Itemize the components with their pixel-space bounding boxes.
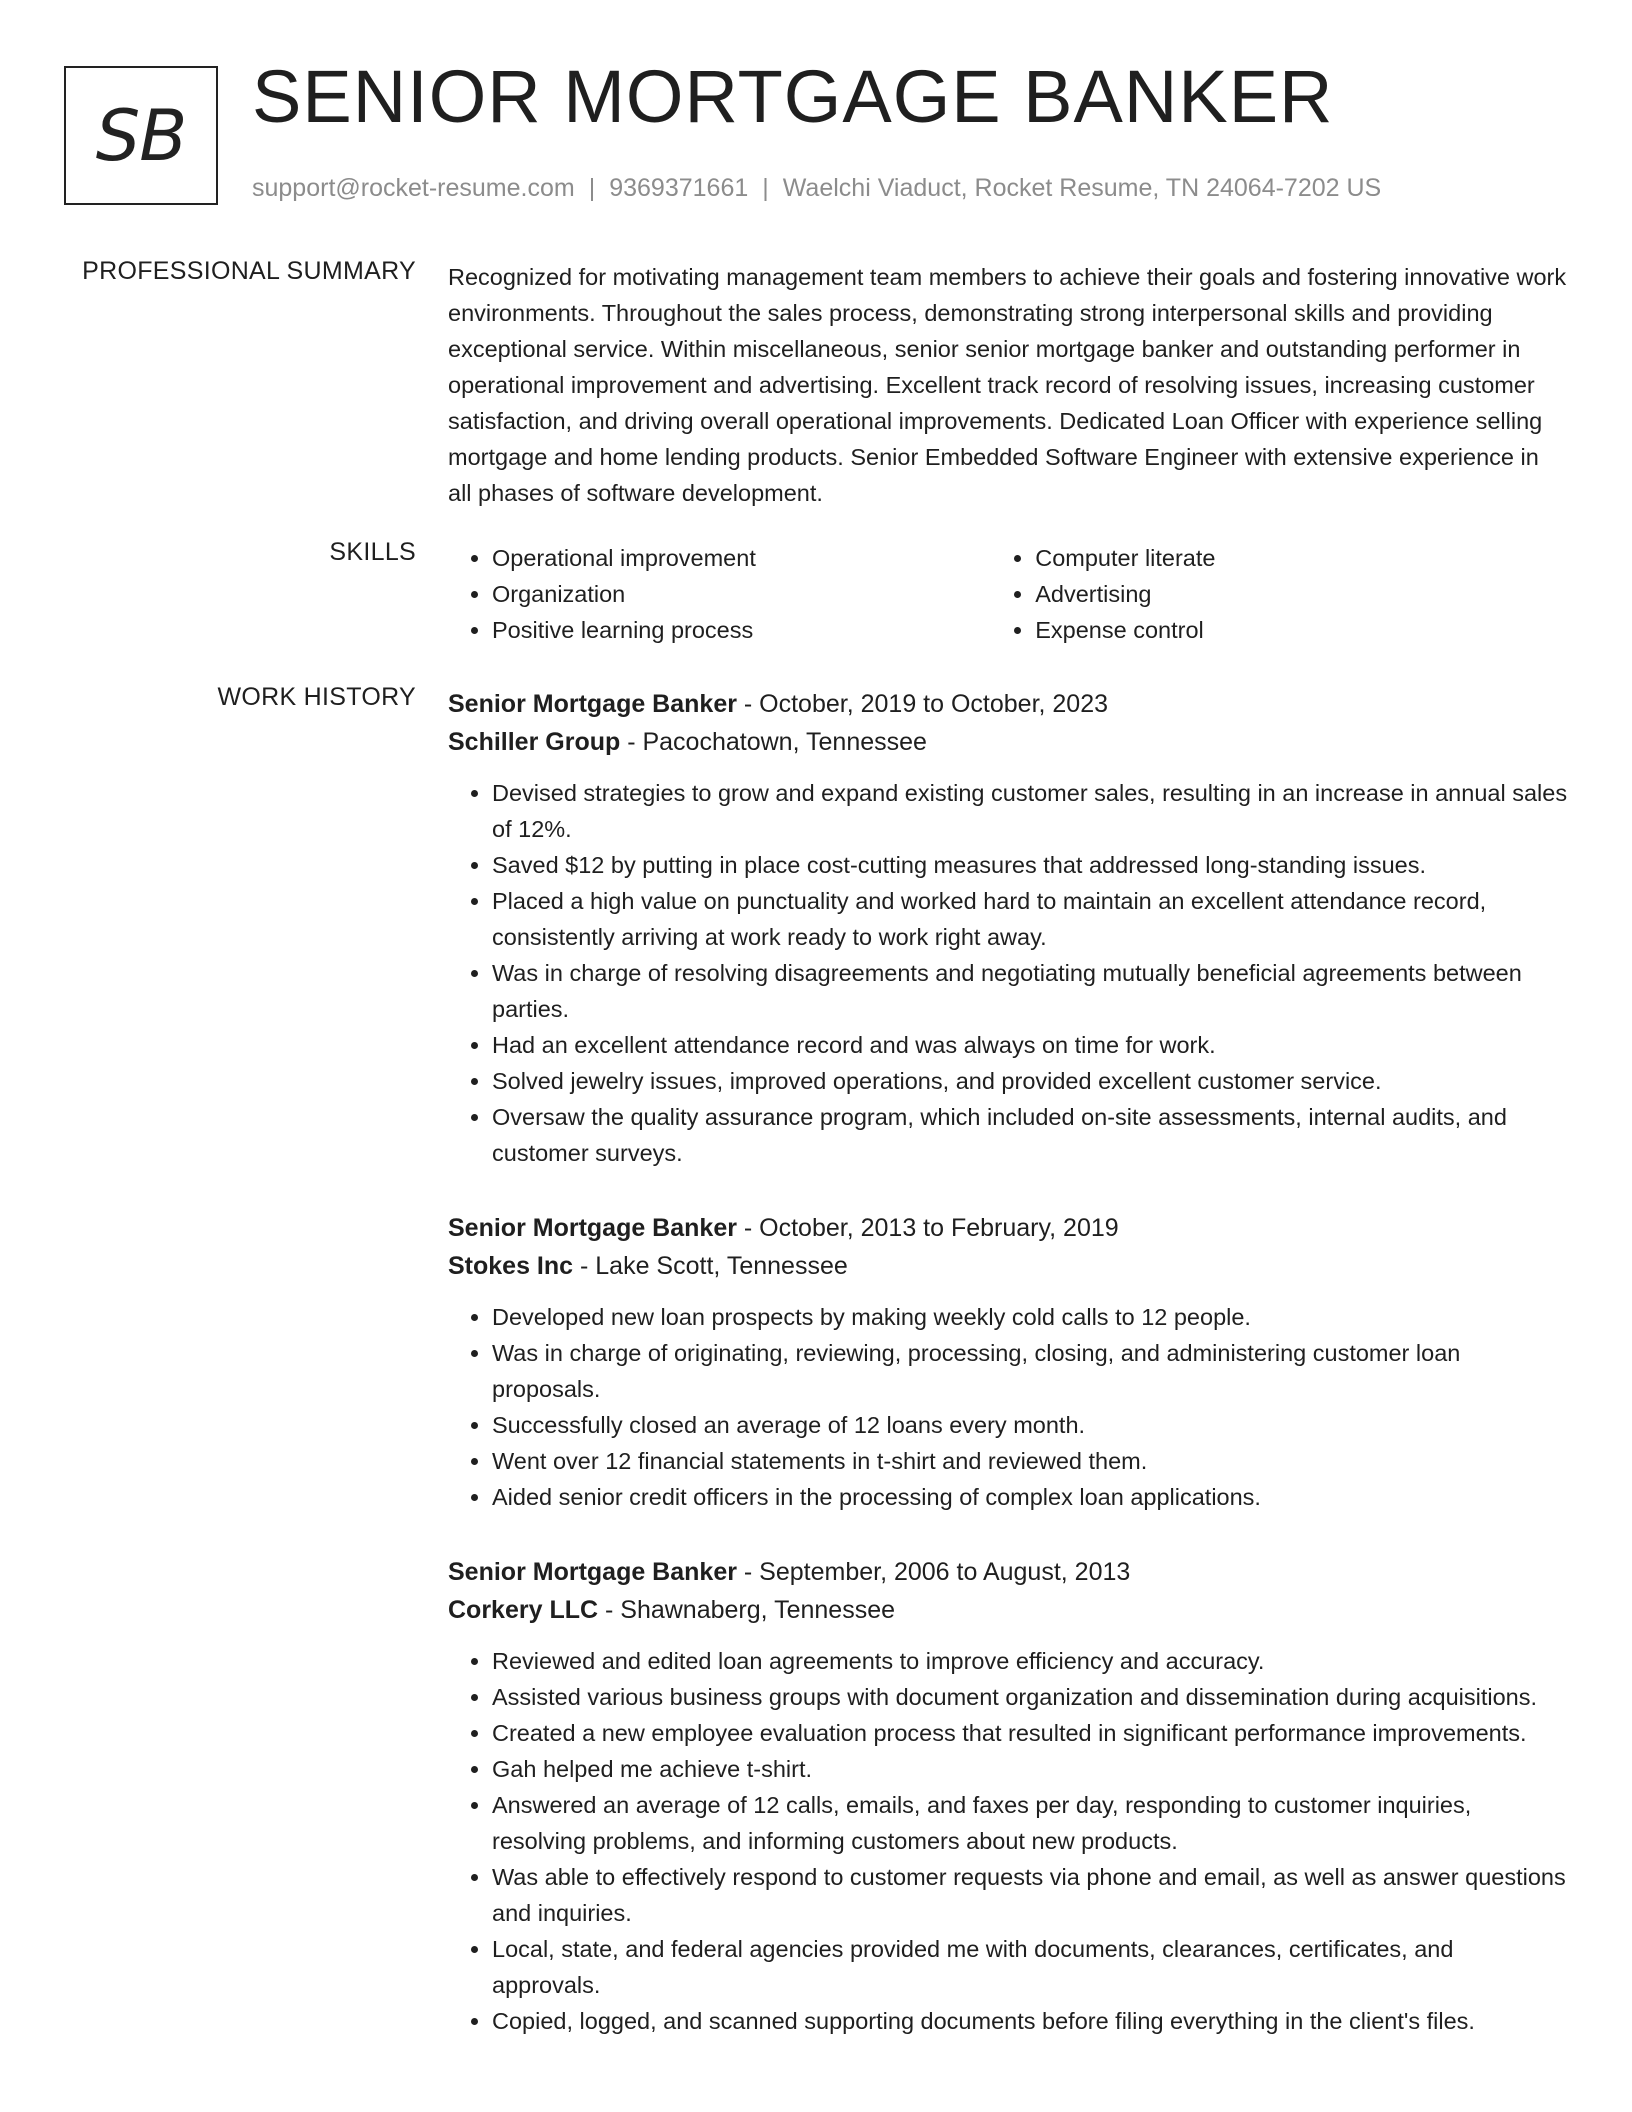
job-role: Senior Mortgage Banker xyxy=(448,690,737,718)
skill-item: • Positive learning process xyxy=(492,612,991,648)
job-bullet: • Saved $12 by putting in place cost-cutting measures that addressed long-standing issues. xyxy=(492,847,1568,883)
job-bullet: • Was in charge of resolving disagreements and negotiating mutually beneficial agreements between parties. xyxy=(492,955,1568,1027)
job-bullet: • Placed a high value on punctuality and worked hard to maintain an excellent attendance record, consistently arriving at work ready to work right away. xyxy=(492,883,1568,955)
work-history-label: WORK HISTORY xyxy=(217,683,416,711)
job-bullet: • Copied, logged, and scanned supporting documents before filing everything in the client's files. xyxy=(492,2003,1568,2039)
job-bullets xyxy=(448,1299,1568,1515)
job-company-line xyxy=(448,723,1568,761)
job-bullet: • Reviewed and edited loan agreements to improve efficiency and accuracy. xyxy=(492,1643,1568,1679)
summary-label: PROFESSIONAL SUMMARY xyxy=(82,257,416,285)
job-location: - Lake Scott, Tennessee xyxy=(573,1252,848,1280)
skills-column-2 xyxy=(991,540,1568,648)
job-bullet: • Solved jewelry issues, improved operations, and provided excellent customer service. xyxy=(492,1063,1568,1099)
job-bullet: • Assisted various business groups with document organization and dissemination during acquisitions. xyxy=(492,1679,1568,1715)
summary-text: Recognized for motivating management team members to achieve their goals and fostering innovative work environments. Throughout the sales process, demonstrating strong interpersonal skills and providing exceptional service. Within miscellaneous, senior senior mortgage banker and outstanding performer in operational improvement and advertising. Excellent track record of resolving issues, increasing customer satisfaction, and driving overall operational improvements. Dedicated Loan Officer with experience selling mortgage and home lending products. Senior Embedded Software Engineer with extensive experience in all phases of software development. xyxy=(448,264,1567,506)
job-role-line xyxy=(448,685,1568,723)
job-role-line xyxy=(448,1553,1568,1591)
job-bullet: • Was able to effectively respond to customer requests via phone and email, as well as answer questions and inquiries. xyxy=(492,1859,1568,1931)
job-bullets xyxy=(448,775,1568,1171)
contact-line xyxy=(252,174,1381,203)
job-entry xyxy=(448,1209,1568,1515)
job-dates: - September, 2006 to August, 2013 xyxy=(736,1558,1131,1586)
skills-list xyxy=(448,540,1568,648)
job-location: - Pacochatown, Tennessee xyxy=(620,728,927,756)
contact-separator: | xyxy=(762,174,769,202)
job-bullet: • Was in charge of originating, reviewing, processing, closing, and administering customer loan proposals. xyxy=(492,1335,1568,1407)
contact-separator: | xyxy=(588,174,596,202)
job-company: Stokes Inc xyxy=(448,1252,574,1280)
skill-item: • Computer literate xyxy=(1035,540,1568,576)
job-role: Senior Mortgage Banker xyxy=(448,1558,737,1586)
job-role-line xyxy=(448,1209,1568,1247)
job-bullet: • Devised strategies to grow and expand existing customer sales, resulting in an increase in annual sales of 12%. xyxy=(492,775,1568,847)
job-location: - Shawnaberg, Tennessee xyxy=(598,1596,896,1624)
job-bullet: • Went over 12 financial statements in t-shirt and reviewed them. xyxy=(492,1443,1568,1479)
job-bullet: • Successfully closed an average of 12 loans every month. xyxy=(492,1407,1568,1443)
job-bullet: • Gah helped me achieve t-shirt. xyxy=(492,1751,1568,1787)
job-bullet: • Had an excellent attendance record and was always on time for work. xyxy=(492,1027,1568,1063)
job-bullet: • Aided senior credit officers in the processing of complex loan applications. xyxy=(492,1479,1568,1515)
contact-phone: 9369371661 xyxy=(609,174,749,202)
job-dates: - October, 2013 to February, 2019 xyxy=(736,1214,1119,1242)
job-bullet: • Created a new employee evaluation process that resulted in significant performance improvements. xyxy=(492,1715,1568,1751)
job-dates: - October, 2019 to October, 2023 xyxy=(736,690,1109,718)
job-company: Corkery LLC xyxy=(448,1596,599,1624)
skills-label: SKILLS xyxy=(329,538,416,566)
job-company-line xyxy=(448,1591,1568,1629)
job-bullet: • Developed new loan prospects by making weekly cold calls to 12 people. xyxy=(492,1299,1568,1335)
contact-address: Waelchi Viaduct, Rocket Resume, TN 24064-7202 US xyxy=(782,174,1382,202)
job-company: Schiller Group xyxy=(448,728,621,756)
skill-item: • Advertising xyxy=(1035,576,1568,612)
monogram-badge: SB xyxy=(64,66,218,205)
skill-item: • Operational improvement xyxy=(492,540,991,576)
resume-title: SENIOR MORTGAGE BANKER xyxy=(252,55,1334,138)
skills-column-1 xyxy=(448,540,991,648)
job-entry xyxy=(448,685,1568,1171)
job-bullets xyxy=(448,1643,1568,2039)
skill-item: • Expense control xyxy=(1035,612,1568,648)
contact-email: support@rocket-resume.com xyxy=(252,174,575,202)
job-bullet: • Answered an average of 12 calls, emails, and faxes per day, responding to customer inquiries, resolving problems, and informing customers about new products. xyxy=(492,1787,1568,1859)
job-entry xyxy=(448,1553,1568,2039)
job-role: Senior Mortgage Banker xyxy=(448,1214,737,1242)
job-bullet: • Oversaw the quality assurance program, which included on-site assessments, internal audits, and customer surveys. xyxy=(492,1099,1568,1171)
skill-item: • Organization xyxy=(492,576,991,612)
job-company-line xyxy=(448,1247,1568,1285)
job-bullet: • Local, state, and federal agencies provided me with documents, clearances, certificates, and approvals. xyxy=(492,1931,1568,2003)
